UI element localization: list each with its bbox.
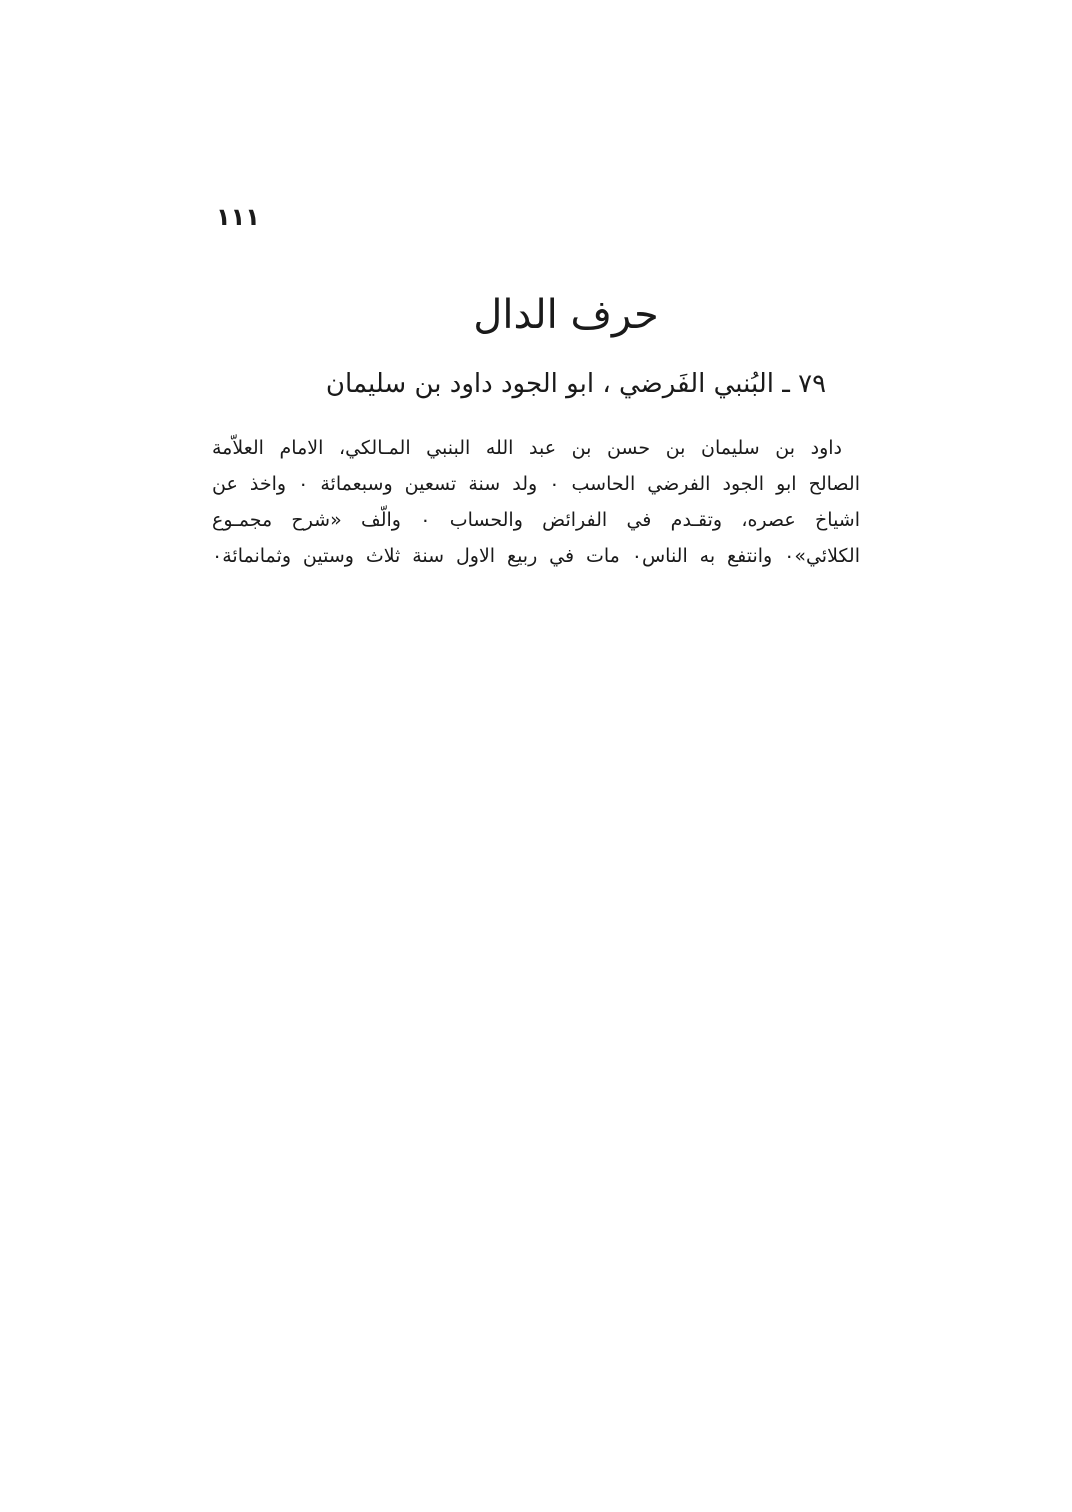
chapter-title: حرف الدال — [473, 292, 659, 338]
page-number: ١١١ — [216, 203, 260, 231]
body-line: داود بن سليمان بن حسن بن عبد الله البنبي المـالكي، الامام العلاّمة — [212, 437, 842, 459]
entry-body — [212, 430, 860, 574]
body-line: الكلائي»٠ وانتفع به الناس٠ مات في ربيع الاول سنة ثلاث وستين وثمانمائة٠ — [212, 545, 860, 567]
body-line: الصالح ابو الجود الفرضي الحاسب ٠ ولد سنة تسعين وسبعمائة ٠ واخذ عن — [212, 473, 860, 495]
entry-heading: ٧٩ ـ البُنبي الفَرضي ، ابو الجود داود بن سليمان — [325, 369, 827, 399]
body-line: اشياخ عصره، وتقـدم في الفرائض والحساب ٠ والّف «شرح مجمـوع — [212, 509, 860, 531]
